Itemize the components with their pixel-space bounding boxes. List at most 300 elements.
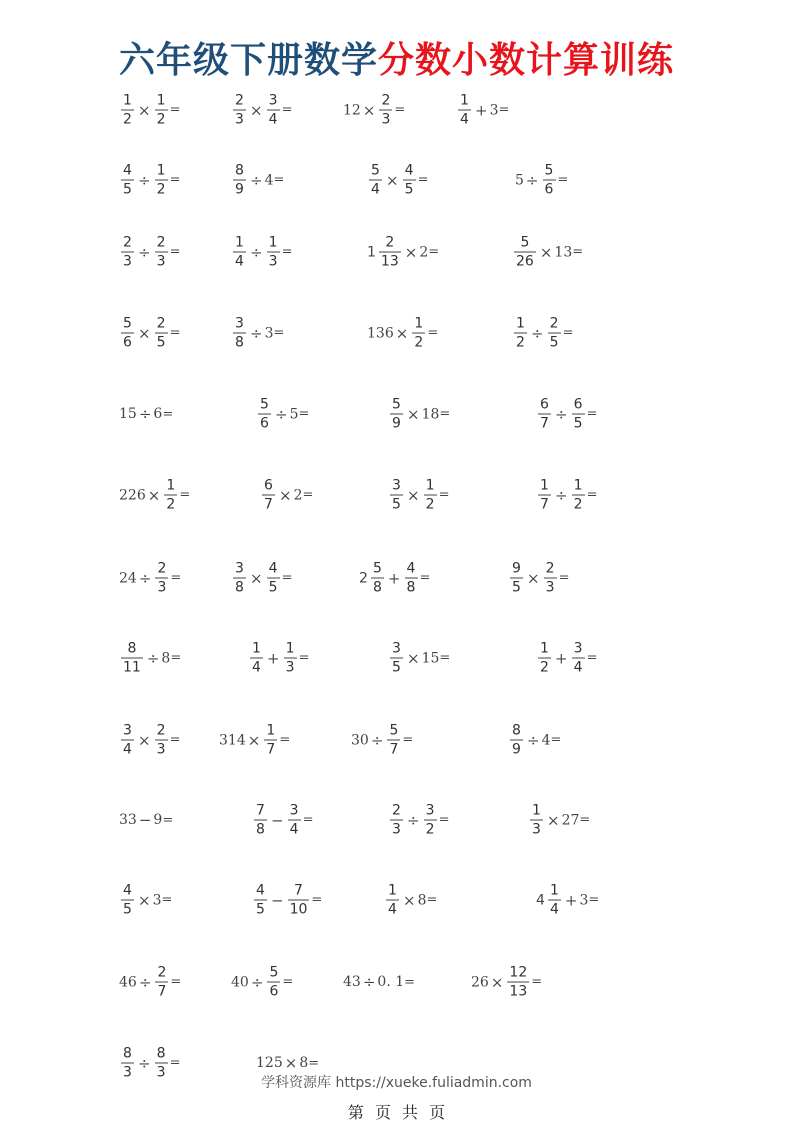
fraction	[262, 478, 275, 513]
fraction	[538, 397, 551, 432]
operator: ÷	[527, 731, 540, 749]
fraction	[424, 478, 437, 513]
operator: ×	[147, 486, 161, 504]
equals-sign: =	[169, 172, 181, 188]
numerator: 8	[123, 1045, 132, 1062]
number: 3	[152, 892, 162, 908]
number: 6	[153, 406, 163, 422]
fraction	[155, 561, 168, 596]
denominator: 4	[250, 658, 263, 676]
operator: ×	[395, 324, 409, 342]
fraction	[121, 723, 134, 758]
equals-sign: =	[550, 732, 562, 748]
fraction	[538, 641, 551, 676]
fraction	[548, 316, 561, 351]
numerator: 1	[235, 234, 244, 251]
number: 2	[419, 244, 429, 260]
operator: ×	[250, 569, 263, 587]
operator: ×	[527, 569, 540, 587]
equals-sign: =	[588, 892, 600, 908]
whole-number: 2	[359, 570, 368, 586]
number: 8	[299, 1055, 309, 1071]
fraction	[386, 883, 399, 918]
number: 3	[489, 102, 499, 118]
number: 0. 1	[377, 974, 405, 990]
denominator: 3	[155, 252, 168, 270]
numerator: 3	[392, 640, 401, 657]
denominator: 7	[538, 414, 551, 432]
denominator: 2	[121, 110, 134, 128]
problem-item	[367, 316, 438, 351]
operator: ÷	[250, 171, 263, 189]
equals-sign: =	[417, 172, 429, 188]
problem-item	[536, 883, 599, 918]
denominator: 9	[510, 740, 523, 758]
fraction	[267, 561, 280, 596]
denominator: 5	[403, 180, 416, 198]
problem-item	[231, 163, 284, 198]
operator: ×	[279, 486, 292, 504]
problem-item	[515, 163, 568, 198]
operator: ÷	[555, 405, 568, 423]
fraction	[458, 93, 471, 128]
problem-item	[260, 478, 313, 513]
denominator: 2	[155, 180, 168, 198]
problem-item	[388, 641, 450, 676]
denominator: 7	[387, 740, 400, 758]
number: 226	[119, 487, 146, 503]
equals-sign: =	[428, 244, 440, 260]
numerator: 3	[425, 802, 435, 819]
fraction	[284, 641, 297, 676]
denominator: 5	[121, 900, 134, 918]
denominator: 3	[233, 110, 246, 128]
denominator: 2	[164, 495, 177, 513]
operator: −	[271, 891, 284, 909]
fraction	[258, 397, 271, 432]
problem-item	[231, 965, 293, 1000]
denominator: 4	[458, 110, 471, 128]
fraction	[514, 316, 527, 351]
numerator: 5	[392, 396, 401, 413]
numerator: 3	[235, 315, 244, 332]
denominator: 4	[572, 658, 585, 676]
denominator: 2	[155, 110, 168, 128]
page-number: 第 页 共 页	[347, 1103, 446, 1122]
operator: ÷	[138, 405, 152, 423]
fraction	[254, 883, 267, 918]
denominator: 4	[548, 900, 561, 918]
number: 136	[367, 325, 394, 341]
denominator: 8	[233, 578, 246, 596]
equals-sign: =	[562, 325, 574, 341]
denominator: 4	[121, 740, 134, 758]
numerator: 1	[540, 477, 549, 494]
problem-item	[536, 397, 597, 432]
numerator: 1	[540, 640, 549, 657]
numerator: 3	[123, 722, 132, 739]
problem-item	[256, 1054, 319, 1072]
number: 13	[554, 244, 573, 260]
problem-item	[456, 93, 509, 128]
fraction	[233, 561, 246, 596]
operator: +	[387, 569, 401, 587]
equals-sign: =	[439, 406, 451, 422]
equals-sign: =	[308, 1055, 320, 1071]
operator: ×	[247, 731, 261, 749]
problem-item	[252, 883, 322, 918]
numerator: 5	[269, 964, 279, 981]
operator: ×	[138, 891, 151, 909]
numerator: 4	[406, 560, 416, 577]
problem-item	[343, 973, 415, 991]
equals-sign: =	[427, 325, 439, 341]
numerator: 1	[460, 92, 469, 109]
operator: ×	[407, 486, 420, 504]
equals-sign: =	[169, 1055, 181, 1071]
numerator: 7	[256, 802, 265, 819]
fraction	[155, 965, 168, 1000]
equals-sign: =	[298, 650, 310, 666]
operator: ÷	[138, 973, 152, 991]
equals-sign: =	[394, 102, 406, 118]
equals-sign: =	[281, 570, 293, 586]
denominator: 9	[233, 180, 246, 198]
operator: ÷	[407, 811, 420, 829]
numerator: 5	[123, 315, 132, 332]
number: 5	[289, 406, 299, 422]
fraction	[121, 641, 143, 676]
operator: ×	[407, 649, 420, 667]
fraction	[155, 316, 168, 351]
number: 2	[293, 487, 303, 503]
fraction	[155, 723, 168, 758]
number: 43	[343, 974, 361, 990]
denominator: 2	[412, 333, 425, 351]
operator: ×	[404, 243, 418, 261]
denominator: 8	[233, 333, 246, 351]
problem-item	[256, 397, 309, 432]
denominator: 3	[155, 740, 168, 758]
fraction	[379, 93, 392, 128]
operator: ×	[250, 101, 263, 119]
denominator: 5	[390, 658, 403, 676]
problem-item	[343, 93, 405, 128]
fraction	[514, 235, 536, 270]
numerator: 6	[264, 477, 273, 494]
numerator: 3	[268, 92, 278, 109]
equals-sign: =	[402, 732, 414, 748]
number: 15	[119, 406, 137, 422]
equals-sign: =	[579, 812, 591, 828]
denominator: 3	[544, 578, 557, 596]
fraction	[288, 803, 301, 838]
operator: ×	[407, 405, 420, 423]
equals-sign: =	[170, 650, 182, 666]
problem-item	[512, 316, 573, 351]
denominator: 7	[538, 495, 551, 513]
number: 314	[219, 732, 246, 748]
numerator: 5	[389, 722, 399, 739]
equals-sign: =	[169, 325, 181, 341]
problem-item	[536, 641, 597, 676]
numerator: 5	[520, 234, 530, 251]
denominator: 10	[289, 901, 308, 918]
problem-item	[119, 883, 172, 918]
equals-sign: =	[281, 102, 293, 118]
problem-item	[351, 723, 413, 758]
fraction	[403, 163, 416, 198]
numerator: 1	[549, 882, 559, 899]
number: 40	[231, 974, 249, 990]
numerator: 1	[573, 477, 583, 494]
number: 8	[417, 892, 427, 908]
fraction	[510, 723, 523, 758]
denominator: 5	[267, 578, 280, 596]
page-title	[0, 32, 793, 83]
numerator: 1	[156, 92, 166, 109]
operator: −	[138, 811, 152, 829]
numerator: 2	[385, 234, 395, 251]
operator: ×	[490, 973, 504, 991]
problem-item	[384, 883, 437, 918]
problem-item	[119, 641, 181, 676]
problem-item	[367, 163, 428, 198]
equals-sign: =	[273, 172, 285, 188]
equals-sign: =	[162, 406, 174, 422]
numerator: 4	[123, 882, 132, 899]
fraction	[233, 316, 246, 351]
equals-sign: =	[572, 244, 584, 260]
equals-sign: =	[498, 102, 510, 118]
number: 125	[256, 1055, 283, 1071]
numerator: 1	[252, 640, 261, 657]
denominator: 6	[258, 414, 271, 432]
number: 46	[119, 974, 137, 990]
fraction	[507, 965, 529, 1000]
fraction	[390, 641, 403, 676]
fraction	[267, 93, 280, 128]
numerator: 1	[532, 802, 541, 819]
number: 27	[561, 812, 580, 828]
operator: ÷	[275, 405, 288, 423]
fraction	[155, 93, 168, 128]
operator: ×	[138, 324, 151, 342]
equals-sign: =	[586, 406, 598, 422]
numerator: 1	[388, 882, 397, 899]
numerator: 1	[285, 640, 295, 657]
denominator: 8	[405, 578, 418, 596]
operator: ÷	[250, 243, 263, 261]
equals-sign: =	[439, 650, 451, 666]
fraction	[121, 93, 134, 128]
denominator: 7	[264, 740, 277, 758]
equals-sign: =	[162, 812, 174, 828]
fraction	[390, 803, 403, 838]
fraction	[254, 803, 267, 838]
equals-sign: =	[302, 487, 314, 503]
numerator: 5	[544, 162, 554, 179]
problem-item	[388, 397, 450, 432]
denominator: 3	[155, 578, 168, 596]
problem-item	[219, 723, 290, 758]
number: 5	[515, 172, 524, 188]
fraction	[155, 235, 168, 270]
fraction	[379, 235, 401, 270]
equals-sign: =	[169, 732, 181, 748]
equals-sign: =	[161, 892, 173, 908]
equals-sign: =	[404, 974, 416, 990]
equals-sign: =	[438, 487, 450, 503]
denominator: 3	[121, 252, 134, 270]
fraction	[121, 163, 134, 198]
number: 33	[119, 812, 137, 828]
denominator: 2	[424, 820, 437, 838]
numerator: 2	[392, 802, 401, 819]
denominator: 5	[155, 333, 168, 351]
whole-number: 1	[367, 244, 376, 260]
denominator: 5	[254, 900, 267, 918]
denominator: 3	[267, 252, 280, 270]
fraction	[121, 883, 134, 918]
problem-item	[119, 965, 181, 1000]
equals-sign: =	[170, 974, 182, 990]
equals-sign: =	[419, 570, 431, 586]
numerator: 8	[512, 722, 521, 739]
denominator: 8	[254, 820, 267, 838]
denominator: 4	[233, 252, 246, 270]
denominator: 3	[379, 110, 392, 128]
equals-sign: =	[281, 244, 293, 260]
fraction	[530, 803, 543, 838]
fraction	[369, 163, 382, 198]
numerator: 7	[294, 882, 303, 899]
numerator: 2	[157, 964, 167, 981]
equals-sign: =	[586, 650, 598, 666]
numerator: 2	[156, 315, 166, 332]
numerator: 4	[404, 162, 414, 179]
fraction	[264, 723, 277, 758]
number: 18	[421, 406, 440, 422]
fraction	[233, 235, 246, 270]
operator: +	[475, 101, 488, 119]
number: 3	[579, 892, 589, 908]
denominator: 8	[371, 578, 384, 596]
numerator: 3	[392, 477, 401, 494]
operator: ×	[362, 101, 376, 119]
denominator: 2	[572, 495, 585, 513]
numerator: 5	[371, 162, 380, 179]
fraction	[390, 397, 403, 432]
problem-item	[119, 405, 173, 423]
number: 30	[351, 732, 369, 748]
problem-item	[388, 478, 449, 513]
problem-item	[388, 803, 449, 838]
numerator: 2	[381, 92, 391, 109]
numerator: 2	[549, 315, 559, 332]
problem-item	[508, 723, 561, 758]
operator: ÷	[555, 486, 568, 504]
denominator: 4	[386, 900, 399, 918]
operator: ÷	[138, 243, 151, 261]
operator: ÷	[138, 569, 152, 587]
fraction	[267, 235, 280, 270]
operator: ÷	[146, 649, 160, 667]
denominator: 6	[543, 180, 556, 198]
fraction	[155, 163, 168, 198]
number: 8	[161, 650, 171, 666]
fraction	[548, 883, 561, 918]
problem-item	[119, 235, 180, 270]
numerator: 4	[123, 162, 132, 179]
problem-item	[119, 163, 180, 198]
problem-item	[231, 93, 292, 128]
number: 4	[541, 732, 551, 748]
denominator: 5	[510, 578, 523, 596]
numerator: 1	[266, 722, 276, 739]
equals-sign: =	[558, 570, 570, 586]
numerator: 2	[545, 560, 555, 577]
operator: +	[555, 649, 568, 667]
number: 3	[264, 325, 274, 341]
number: 24	[119, 570, 137, 586]
problem-item	[508, 561, 569, 596]
denominator: 26	[516, 253, 534, 270]
equals-sign: =	[557, 172, 569, 188]
numerator: 6	[573, 396, 583, 413]
fraction	[544, 561, 557, 596]
problem-item	[359, 561, 430, 596]
numerator: 1	[516, 315, 525, 332]
fraction	[572, 641, 585, 676]
denominator: 3	[284, 658, 297, 676]
equals-sign: =	[531, 974, 543, 990]
problem-item	[119, 93, 180, 128]
operator: ×	[403, 891, 416, 909]
denominator: 2	[514, 333, 527, 351]
fraction	[267, 965, 280, 1000]
denominator: 2	[424, 495, 437, 513]
denominator: 7	[262, 495, 275, 513]
equals-sign: =	[586, 487, 598, 503]
numerator: 1	[268, 234, 278, 251]
numerator: 3	[573, 640, 583, 657]
denominator: 3	[121, 1063, 134, 1081]
equals-sign: =	[298, 406, 310, 422]
denominator: 2	[538, 658, 551, 676]
whole-number: 4	[536, 892, 545, 908]
denominator: 5	[390, 495, 403, 513]
denominator: 5	[572, 414, 585, 432]
fraction	[288, 883, 310, 918]
numerator: 4	[256, 882, 265, 899]
equals-sign: =	[302, 812, 314, 828]
problem-item	[252, 803, 313, 838]
operator: ÷	[370, 731, 384, 749]
operator: ÷	[531, 324, 544, 342]
denominator: 3	[390, 820, 403, 838]
fraction	[412, 316, 425, 351]
equals-sign: =	[169, 102, 181, 118]
numerator: 1	[123, 92, 132, 109]
denominator: 6	[267, 982, 280, 1000]
problem-item	[471, 965, 542, 1000]
numerator: 1	[156, 162, 166, 179]
problem-item	[231, 561, 292, 596]
operator: ÷	[362, 973, 376, 991]
numerator: 6	[540, 396, 549, 413]
operator: −	[271, 811, 284, 829]
